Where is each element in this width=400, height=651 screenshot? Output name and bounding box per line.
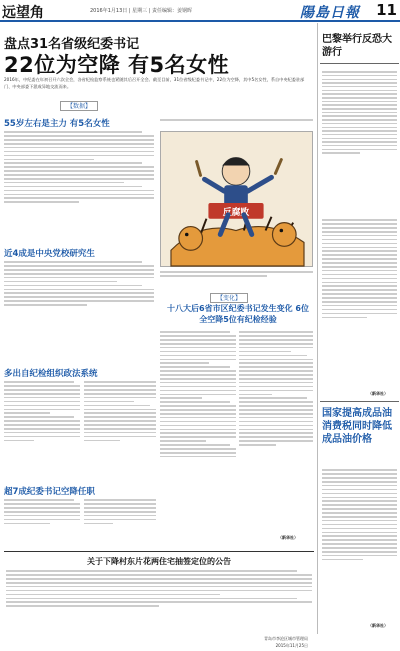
page-header bbox=[0, 0, 400, 22]
body-text-column-4b bbox=[239, 329, 313, 529]
issue-meta: 2016年1月13日 | 星期三 | 责任编辑：姜钢晖 bbox=[90, 8, 192, 14]
notice-date: 2015年11月25日 bbox=[275, 643, 308, 648]
section-title-background: 多出自纪检组织政法系统 bbox=[4, 369, 98, 379]
section-title-age: 55岁左右是主力 有5名女性 bbox=[4, 119, 110, 129]
change-tag: 【变化】 bbox=[210, 293, 248, 303]
notice-body bbox=[6, 568, 312, 632]
sidebar-news bbox=[317, 23, 400, 634]
side-story-1-body-cont bbox=[322, 217, 397, 389]
body-text-column-4a bbox=[160, 329, 236, 539]
page-number: 11 bbox=[376, 1, 397, 19]
cartoon-image bbox=[161, 132, 312, 266]
public-notice bbox=[4, 551, 314, 651]
body-text-column-3b bbox=[84, 379, 156, 479]
body-text-column-2 bbox=[4, 259, 154, 339]
section-name: 远望角 bbox=[2, 5, 44, 21]
article-kicker: 盘点31名省级纪委书记 bbox=[4, 37, 140, 52]
body-text-column-3a bbox=[4, 379, 80, 479]
change-subheadline: 十八大后6省市区纪委书记发生变化 6位全空降5位有纪检经验 bbox=[167, 304, 309, 324]
side-story-1-body bbox=[322, 69, 397, 217]
body-text-column-1 bbox=[4, 129, 154, 229]
cartoon-label: 反腐败 bbox=[222, 207, 250, 218]
change-credit: （新华社） bbox=[278, 535, 298, 540]
main-article bbox=[0, 23, 315, 648]
body-text-below-cartoon bbox=[160, 269, 313, 291]
notice-title: 关于下降村东片花两住宅抽签定位的公告 bbox=[87, 557, 231, 566]
article-lead: 2016年，中纪委在年初召开六次全会，各省纪检监察系统也紧随其后召开全会。截至目前，31位省级纪委书记中，22位为空降，其中5名女性，系自中央纪委驻部门、中央部委下派或异地交流而来。 bbox=[4, 77, 305, 89]
side-story-2-body bbox=[322, 467, 397, 627]
body-text-column-5a bbox=[4, 497, 80, 547]
notice-organization: 青岛市李沧区城市管理局 bbox=[264, 636, 308, 641]
side-story-2-credit: （新华社） bbox=[368, 623, 388, 628]
side-story-1-credit: （新华社） bbox=[368, 391, 388, 396]
article-headline: 22位为空降 有5名女性 bbox=[4, 53, 230, 77]
body-text-top-right bbox=[160, 117, 313, 129]
data-tag: 【数据】 bbox=[60, 101, 98, 111]
side-story-2-title: 国家提高成品油消费税同时降低成品油价格 bbox=[322, 408, 392, 445]
section-title-airdrop: 超7成纪委书记空降任职 bbox=[4, 487, 95, 497]
side-story-1-title: 巴黎举行反恐大游行 bbox=[322, 34, 392, 58]
section-title-education: 近4成是中央党校研究生 bbox=[4, 249, 95, 259]
body-text-column-5b bbox=[84, 497, 156, 547]
anti-corruption-cartoon bbox=[160, 131, 313, 267]
newspaper-masthead: 陽島日報 bbox=[300, 5, 360, 21]
